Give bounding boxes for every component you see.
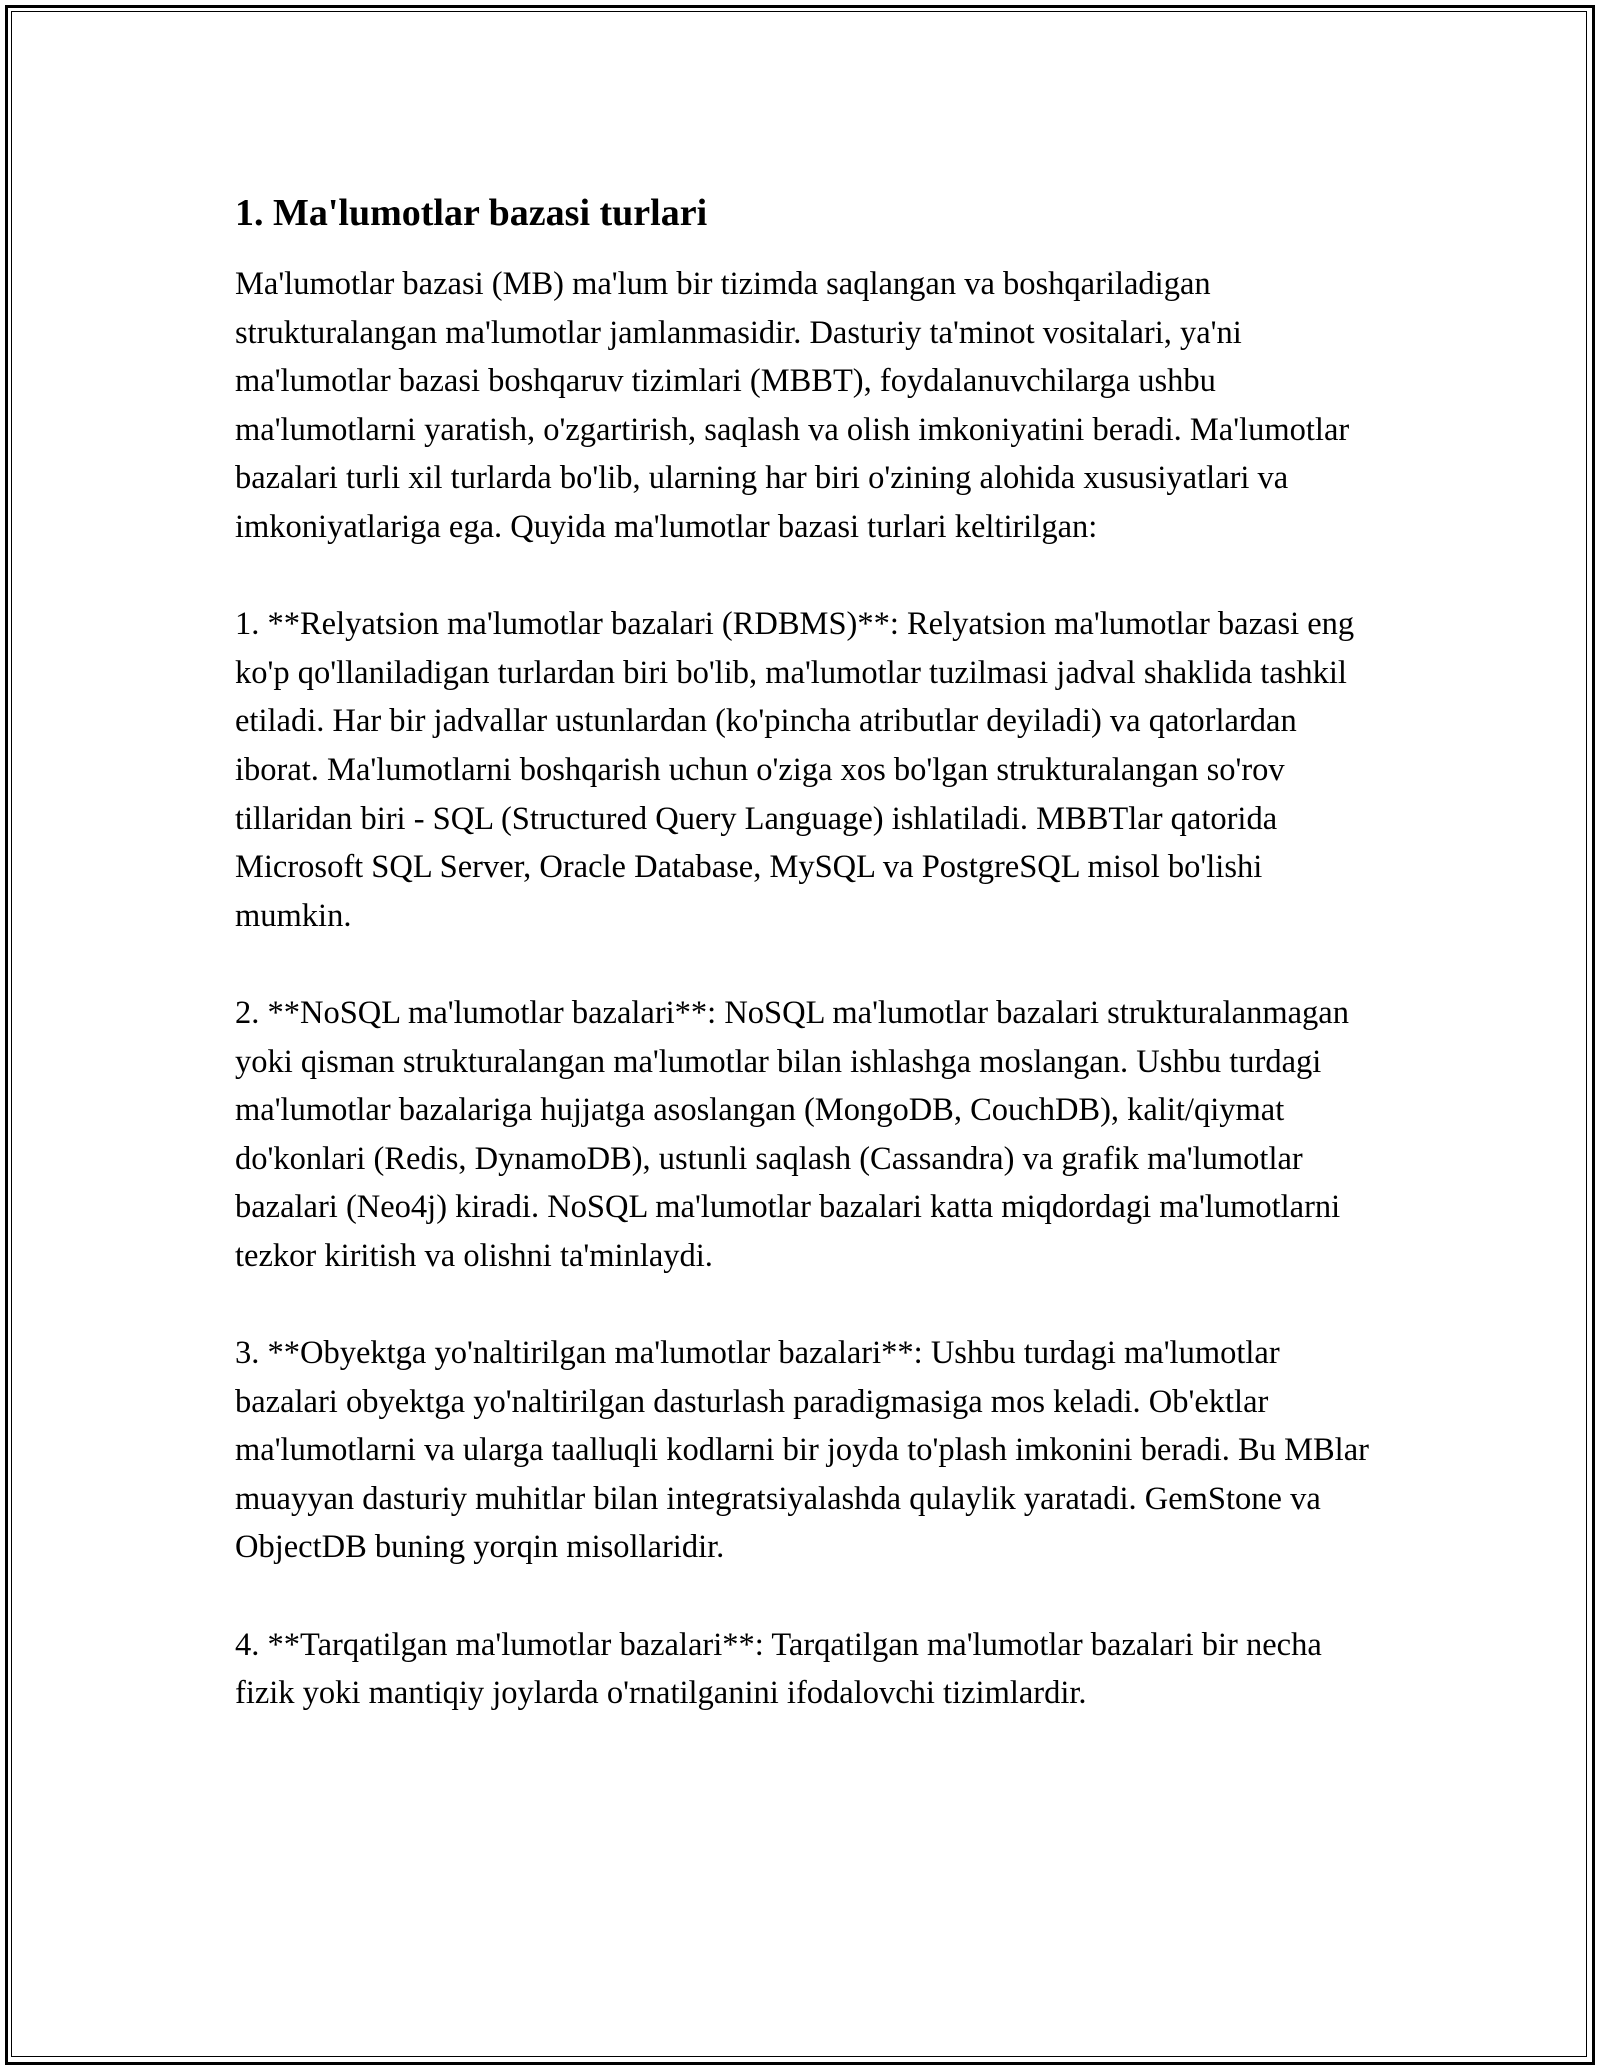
paragraph-relational: 1. **Relyatsion ma'lumotlar bazalari (RDBMS)**: Relyatsion ma'lumotlar bazasi eng ko'p qo'llaniladigan turlardan biri bo'lib, ma'lumotlar tuzilmasi jadval shaklida tashkil etiladi. Har bir jadvallar ustunlardan (ko'pincha atributlar deyiladi) va qatorlardan iborat. Ma'lumotlarni boshqarish uchun o'ziga xos bo'lgan strukturalangan so'rov tillaridan biri - SQL (Structured Query Language) ishlatiladi. MBBTlar qatorida Microsoft SQL Server, Oracle Database, MySQL va PostgreSQL misol bo'lishi mumkin. bbox=[235, 606, 1355, 934]
document-title: 1. Ma'lumotlar bazasi turlari bbox=[235, 192, 708, 234]
paragraph-nosql: 2. **NoSQL ma'lumotlar bazalari**: NoSQL ma'lumotlar bazalari strukturalanmagan yoki qisman strukturalangan ma'lumotlar bilan ishlashga moslangan. Ushbu turdagi ma'lumotlar bazalariga hujjatga asoslangan (MongoDB, CouchDB), kalit/qiymat do'konlari (Redis, DynamoDB), ustunli saqlash (Cassandra) va grafik ma'lumotlar bazalari (Neo4j) kiradi. NoSQL ma'lumotlar bazalari katta miqdordagi ma'lumotlarni tezkor kiritish va olishni ta'minlaydi. bbox=[235, 994, 1349, 1274]
paragraph-intro: Ma'lumotlar bazasi (MB) ma'lum bir tizimda saqlangan va boshqariladigan strukturalangan ma'lumotlar jamlanmasidir. Dasturiy ta'minot vositalari, ya'ni ma'lumotlar bazasi boshqaruv tizimlari (MBBT), foydalanuvchilarga ushbu ma'lumotlarni yaratish, o'zgartirish, saqlash va olish imkoniyatini beradi. Ma'lumotlar bazalari turli xil turlarda bo'lib, ularning har biri o'zining alohida xususiyatlari va imkoniyatlariga ega. Quyida ma'lumotlar bazasi turlari keltirilgan: bbox=[235, 266, 1350, 545]
paragraph-distributed: 4. **Tarqatilgan ma'lumotlar bazalari**: Tarqatilgan ma'lumotlar bazalari bir necha fizik yoki mantiqiy joylarda o'rnatilganini ifodalovchi tizimlardir. bbox=[235, 1626, 1322, 1712]
paragraph-object-oriented: 3. **Obyektga yo'naltirilgan ma'lumotlar bazalari**: Ushbu turdagi ma'lumotlar bazalari obyektga yo'naltirilgan dasturlash paradigmasiga mos keladi. Ob'ektlar ma'lumotlarni va ularga taalluqli kodlarni bir joyda to'plash imkonini beradi. Bu MBlar muayyan dasturiy muhitlar bilan integratsiyalashda qulaylik yaratadi. GemStone va ObjectDB buning yorqin misollaridir. bbox=[235, 1335, 1369, 1566]
document-body bbox=[235, 185, 1375, 1718]
